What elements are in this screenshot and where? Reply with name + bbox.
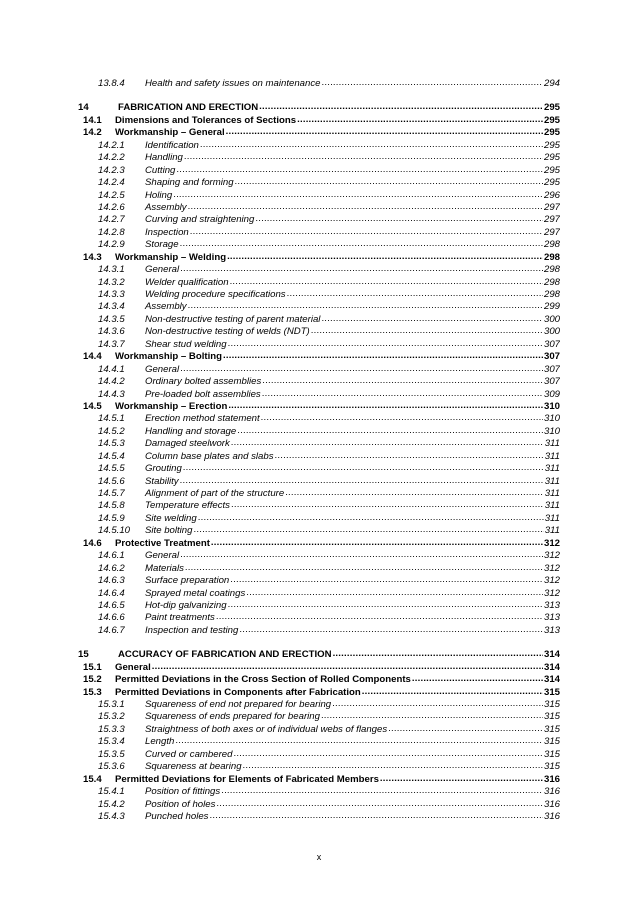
dot-leader [285, 488, 544, 499]
dot-leader [362, 687, 543, 698]
dot-leader [321, 711, 543, 722]
toc-entry-14-6-5[interactable] [78, 600, 560, 612]
dot-leader [211, 538, 543, 549]
dot-leader [233, 749, 543, 760]
toc-entry-title: Dimensions and Tolerances of Sections [115, 114, 297, 126]
toc-entry-number: 14.3 [83, 251, 102, 263]
dot-leader [311, 326, 543, 337]
dot-leader [237, 426, 543, 437]
toc-entry-title: Damaged steelwork [145, 438, 230, 450]
toc-entry-title: Sprayed metal coatings [145, 587, 246, 599]
toc-entry-14-5-1[interactable] [78, 413, 560, 425]
toc-entry-number: 14.5.7 [98, 488, 125, 499]
dot-leader [173, 190, 543, 201]
dot-leader [209, 811, 543, 822]
toc-entry-number: 14.3.6 [98, 326, 125, 338]
dot-leader [287, 289, 543, 300]
toc-entry-14-2-1[interactable] [78, 140, 560, 152]
toc-entry-15-3[interactable] [78, 687, 560, 699]
toc-entry-title: Assembly [145, 301, 187, 313]
table-of-contents [78, 78, 560, 823]
toc-entry-title: Identification [145, 139, 199, 151]
toc-entry-page: 316 [543, 773, 560, 785]
toc-entry-page: 312 [543, 575, 560, 587]
toc-entry-number: 14.3.5 [98, 313, 125, 325]
dot-leader [188, 202, 543, 213]
toc-entry-14-5-10[interactable] [78, 525, 560, 537]
dot-leader [231, 438, 544, 449]
toc-entry-14-6-2[interactable] [78, 563, 560, 575]
toc-entry-14-3-7[interactable] [78, 339, 560, 351]
toc-entry-page: 316 [543, 786, 560, 798]
toc-entry-title: Site bolting [145, 525, 193, 537]
toc-entry-title: Temperature effects [145, 500, 230, 512]
toc-entry-15-3-2[interactable] [78, 711, 560, 723]
dot-leader [228, 401, 543, 412]
toc-entry-number: 14.5.2 [98, 425, 125, 437]
dot-leader [190, 227, 543, 238]
dot-leader [198, 513, 544, 524]
toc-entry-page: 311 [544, 463, 560, 475]
toc-entry-14-2-6[interactable] [78, 202, 560, 214]
toc-entry-page: 295 [543, 114, 560, 126]
toc-entry-title: Permitted Deviations in Components after Fabrication [115, 686, 361, 698]
toc-entry-number: 14.6.4 [98, 587, 125, 599]
toc-entry-number: 15.4.2 [98, 798, 125, 810]
dot-leader [175, 736, 543, 747]
toc-entry-title: Grouting [145, 463, 182, 475]
dot-leader [230, 277, 543, 288]
toc-entry-14-6-4[interactable] [78, 588, 560, 600]
toc-entry-page: 313 [543, 624, 560, 636]
toc-entry-page: 298 [543, 239, 560, 251]
toc-entry-14-5-8[interactable] [78, 500, 560, 512]
toc-entry-page: 313 [543, 599, 560, 611]
toc-entry-page: 315 [543, 761, 560, 773]
dot-leader [223, 351, 543, 362]
toc-entry-15-4[interactable] [78, 774, 560, 786]
toc-entry-page: 307 [543, 376, 560, 388]
dot-leader [180, 364, 543, 375]
toc-entry-number: 15.3.1 [98, 699, 125, 710]
dot-leader [180, 264, 543, 275]
toc-entry-title: Handling and storage [145, 425, 237, 437]
toc-entry-page: 314 [543, 661, 560, 673]
toc-entry-number: 15.3 [83, 686, 102, 698]
toc-entry-14-2-7[interactable] [78, 214, 560, 226]
toc-entry-page: 315 [543, 736, 560, 748]
toc-entry-title: Position of holes [145, 798, 216, 810]
toc-entry-14-5-7[interactable] [78, 488, 560, 500]
toc-entry-page: 307 [543, 363, 560, 375]
toc-entry-15-3-4[interactable] [78, 736, 560, 748]
dot-leader [380, 774, 543, 785]
toc-entry-number: 13.8.4 [98, 78, 125, 89]
toc-entry-title: Ordinary bolted assemblies [145, 376, 262, 388]
page-number: x [316, 852, 322, 862]
toc-entry-14-5-6[interactable] [78, 476, 560, 488]
dot-leader [412, 674, 543, 685]
toc-entry-number: 14.2.3 [98, 164, 125, 176]
toc-entry-page: 311 [544, 488, 560, 499]
toc-entry-page: 310 [543, 425, 560, 437]
toc-entry-page: 314 [543, 649, 560, 661]
toc-entry-title: Storage [145, 239, 179, 251]
toc-entry-15-1[interactable] [78, 662, 560, 674]
toc-entry-title: Curving and straightening [145, 214, 255, 226]
toc-entry-page: 295 [543, 102, 560, 114]
toc-entry-number: 14.5 [83, 400, 102, 412]
toc-entry-page: 294 [543, 78, 560, 89]
toc-entry-14-2-9[interactable] [78, 239, 560, 251]
toc-entry-15-3-1[interactable] [78, 699, 560, 711]
toc-entry-title: Non-destructive testing of welds (NDT) [145, 326, 310, 338]
toc-entry-number: 15.2 [83, 674, 102, 686]
toc-entry-number: 14.5.9 [98, 512, 125, 524]
dot-leader [332, 699, 543, 710]
toc-entry-title: Holing [145, 189, 173, 201]
dot-leader [230, 575, 543, 586]
toc-entry-title: Non-destructive testing of parent material [145, 313, 321, 325]
toc-entry-15-3-6[interactable] [78, 761, 560, 773]
toc-entry-page: 310 [543, 413, 560, 425]
dot-leader [333, 649, 543, 660]
toc-entry-number: 15.3.6 [98, 761, 125, 773]
toc-entry-14-5-9[interactable] [78, 513, 560, 525]
toc-entry-title: Handling [145, 152, 183, 164]
toc-entry-number: 14.6.1 [98, 550, 125, 562]
toc-entry-number: 14.3.2 [98, 276, 125, 288]
dot-leader [259, 102, 543, 113]
toc-entry-page: 311 [544, 512, 560, 524]
toc-entry-title: Curved or cambered [145, 748, 233, 760]
toc-entry-14-3-6[interactable] [78, 326, 560, 338]
toc-entry-14-5-3[interactable] [78, 438, 560, 450]
toc-entry-14-6-1[interactable] [78, 550, 560, 562]
dot-leader [185, 563, 543, 574]
toc-entry-title: Workmanship – General [115, 127, 225, 139]
dot-leader [231, 500, 544, 511]
toc-entry-page: 295 [543, 177, 560, 189]
toc-entry-14-3-3[interactable] [78, 289, 560, 301]
toc-entry-number: 14.3.3 [98, 289, 125, 300]
toc-entry-title: Punched holes [145, 810, 209, 822]
dot-leader [275, 451, 544, 462]
toc-entry-page: 295 [543, 152, 560, 164]
toc-entry-number: 14.4.1 [98, 363, 125, 375]
toc-entry-number: 14.2.1 [98, 139, 125, 151]
toc-entry-page: 311 [544, 438, 560, 450]
toc-entry-number: 14.1 [83, 114, 102, 126]
toc-entry-number: 14.2.6 [98, 201, 125, 213]
dot-leader [228, 339, 543, 350]
toc-entry-title: General [145, 550, 180, 562]
toc-entry-14-4[interactable] [78, 351, 560, 363]
toc-entry-number: 14.5.6 [98, 475, 125, 487]
toc-entry-title: Squareness at bearing [145, 761, 242, 773]
toc-entry-page: 299 [543, 301, 560, 313]
toc-entry-number: 14.5.5 [98, 463, 125, 475]
toc-entry-14[interactable] [78, 102, 560, 114]
toc-entry-15-3-3[interactable] [78, 724, 560, 736]
toc-entry-page: 315 [543, 686, 560, 698]
toc-entry-number: 15.4.3 [98, 810, 125, 822]
toc-entry-14-3[interactable] [78, 252, 560, 264]
toc-entry-title: Protective Treatment [115, 537, 210, 549]
toc-entry-14-3-5[interactable] [78, 314, 560, 326]
toc-entry-page: 311 [544, 525, 560, 537]
toc-entry-14-2-3[interactable] [78, 165, 560, 177]
toc-entry-number: 15.3.4 [98, 736, 125, 748]
toc-entry-15-2[interactable] [78, 674, 560, 686]
dot-leader [388, 724, 543, 735]
toc-entry-title: Site welding [145, 512, 197, 524]
toc-entry-number: 14.6.3 [98, 575, 125, 587]
toc-entry-page: 298 [543, 289, 560, 300]
toc-entry-number: 15.4.1 [98, 786, 125, 798]
toc-entry-title: General [145, 264, 180, 276]
toc-entry-number: 14.2.4 [98, 177, 125, 189]
toc-entry-title: General [115, 661, 151, 673]
toc-entry-number: 14.2.9 [98, 239, 125, 251]
dot-leader [216, 799, 543, 810]
toc-entry-title: Pre-loaded bolt assemblies [145, 388, 261, 400]
toc-entry-15-3-5[interactable] [78, 749, 560, 761]
toc-entry-title: Length [145, 736, 175, 748]
toc-entry-title: Inspection and testing [145, 624, 239, 636]
toc-entry-number: 14.6.2 [98, 562, 125, 574]
dot-leader [243, 761, 543, 772]
toc-entry-title: Straightness of both axes or of individual webs of flanges [145, 723, 388, 735]
toc-entry-title: Surface preparation [145, 575, 230, 587]
toc-entry-number: 14.4 [83, 351, 102, 363]
toc-entry-number: 14.2.5 [98, 189, 125, 201]
toc-entry-14-6[interactable] [78, 538, 560, 550]
toc-entry-page: 297 [543, 214, 560, 226]
toc-entry-number: 14.2.8 [98, 226, 125, 238]
toc-entry-page: 315 [543, 748, 560, 760]
dot-leader [184, 152, 543, 163]
toc-entry-title: Health and safety issues on maintenance [145, 78, 321, 89]
dot-leader [261, 413, 543, 424]
dot-leader [193, 525, 543, 536]
toc-entry-page: 315 [543, 699, 560, 710]
toc-entry-page: 309 [543, 388, 560, 400]
toc-entry-page: 312 [543, 587, 560, 599]
toc-entry-number: 15.3.2 [98, 711, 125, 723]
toc-entry-14-4-3[interactable] [78, 389, 560, 401]
toc-entry-title: ACCURACY OF FABRICATION AND ERECTION [118, 649, 332, 661]
toc-entry-number: 14.6 [83, 537, 102, 549]
toc-entry-page: 307 [543, 351, 560, 363]
toc-entry-title: Shear stud welding [145, 338, 227, 350]
toc-entry-15-4-3[interactable] [78, 811, 560, 823]
toc-entry-15-4-1[interactable] [78, 786, 560, 798]
toc-entry-page: 314 [543, 674, 560, 686]
toc-entry-title: Hot-dip galvanizing [145, 599, 227, 611]
toc-entry-13-8-4[interactable] [78, 78, 560, 90]
toc-entry-title: Paint treatments [145, 612, 215, 624]
toc-entry-title: Stability [145, 475, 179, 487]
dot-leader [321, 314, 543, 325]
toc-entry-number: 14.3.7 [98, 338, 125, 350]
toc-entry-title: General [145, 363, 180, 375]
toc-entry-page: 300 [543, 313, 560, 325]
toc-entry-page: 295 [543, 164, 560, 176]
toc-entry-number: 14.6.7 [98, 624, 125, 636]
toc-entry-page: 295 [543, 127, 560, 139]
toc-entry-title: Inspection [145, 226, 189, 238]
toc-entry-14-2-4[interactable] [78, 177, 560, 189]
toc-entry-page: 298 [543, 251, 560, 263]
toc-entry-14-5-4[interactable] [78, 451, 560, 463]
dot-leader [228, 600, 543, 611]
toc-entry-title: Materials [145, 562, 184, 574]
dot-leader [297, 115, 543, 126]
toc-entry-14-6-6[interactable] [78, 612, 560, 624]
toc-entry-number: 14.4.2 [98, 376, 125, 388]
toc-entry-page: 312 [543, 537, 560, 549]
toc-entry-14-2-8[interactable] [78, 227, 560, 239]
toc-entry-14-3-1[interactable] [78, 264, 560, 276]
toc-entry-number: 14.2.7 [98, 214, 125, 226]
toc-entry-title: Welding procedure specifications [145, 289, 286, 300]
toc-entry-number: 14.4.3 [98, 388, 125, 400]
toc-entry-14-3-4[interactable] [78, 301, 560, 313]
toc-entry-number: 14.5.1 [98, 413, 125, 425]
dot-leader [221, 786, 543, 797]
toc-entry-title: Cutting [145, 164, 176, 176]
toc-entry-14-2[interactable] [78, 127, 560, 139]
toc-entry-number: 14.3.1 [98, 264, 125, 276]
toc-entry-number: 14.6.6 [98, 612, 125, 624]
toc-entry-number: 14.6.5 [98, 599, 125, 611]
dot-leader [227, 252, 543, 263]
toc-entry-number: 14.2 [83, 127, 102, 139]
toc-entry-title: Alignment of part of the structure [145, 488, 285, 499]
toc-entry-number: 15 [78, 649, 89, 661]
toc-entry-page: 311 [544, 500, 560, 512]
dot-leader [188, 301, 543, 312]
dot-leader [180, 239, 543, 250]
toc-entry-14-6-3[interactable] [78, 575, 560, 587]
toc-entry-title: Erection method statement [145, 413, 260, 425]
toc-entry-title: Workmanship – Bolting [115, 351, 222, 363]
dot-leader [180, 476, 544, 487]
toc-entry-page: 315 [543, 711, 560, 723]
dot-leader [246, 588, 543, 599]
dot-leader [321, 78, 543, 89]
toc-entry-15-4-2[interactable] [78, 799, 560, 811]
toc-entry-number: 14.5.4 [98, 450, 125, 462]
toc-entry-14-2-5[interactable] [78, 190, 560, 202]
toc-entry-page: 316 [543, 798, 560, 810]
toc-entry-page: 315 [543, 723, 560, 735]
dot-leader [235, 177, 543, 188]
toc-entry-page: 307 [543, 338, 560, 350]
dot-leader [239, 625, 543, 636]
toc-entry-title: Shaping and forming [145, 177, 234, 189]
dot-leader [262, 376, 543, 387]
dot-leader [262, 389, 543, 400]
toc-entry-number: 15.3.5 [98, 748, 125, 760]
toc-entry-page: 298 [543, 264, 560, 276]
toc-entry-title: Welder qualification [145, 276, 229, 288]
toc-entry-page: 298 [543, 276, 560, 288]
toc-entry-page: 300 [543, 326, 560, 338]
toc-entry-title: Workmanship – Welding [115, 251, 227, 263]
toc-entry-number: 14.2.2 [98, 152, 125, 164]
toc-entry-number: 14.3.4 [98, 301, 125, 313]
toc-entry-14-3-2[interactable] [78, 277, 560, 289]
toc-entry-page: 297 [543, 201, 560, 213]
toc-entry-title: Squareness of ends prepared for bearing [145, 711, 320, 723]
toc-entry-number: 14.5.3 [98, 438, 125, 450]
toc-entry-title: Permitted Deviations in the Cross Section of Rolled Components [115, 674, 411, 686]
dot-leader [183, 463, 544, 474]
toc-entry-title: Assembly [145, 201, 187, 213]
dot-leader [180, 550, 543, 561]
toc-entry-number: 14.5.8 [98, 500, 125, 512]
toc-entry-page: 295 [543, 139, 560, 151]
dot-leader [152, 662, 543, 673]
toc-entry-14-5-2[interactable] [78, 426, 560, 438]
dot-leader [176, 165, 543, 176]
toc-entry-page: 297 [543, 226, 560, 238]
toc-entry-14-2-2[interactable] [78, 152, 560, 164]
dot-leader [255, 214, 543, 225]
toc-entry-14-4-1[interactable] [78, 364, 560, 376]
toc-entry-14-5[interactable] [78, 401, 560, 413]
toc-entry-page: 311 [544, 450, 560, 462]
toc-entry-14-1[interactable] [78, 115, 560, 127]
toc-entry-page: 312 [543, 562, 560, 574]
toc-entry-15[interactable] [78, 649, 560, 661]
toc-entry-14-5-5[interactable] [78, 463, 560, 475]
toc-entry-number: 15.4 [83, 773, 102, 785]
toc-entry-number: 14 [78, 102, 89, 114]
toc-entry-title: Position of fittings [145, 786, 221, 798]
toc-entry-page: 313 [543, 612, 560, 624]
dot-leader [226, 127, 543, 138]
toc-entry-number: 15.1 [83, 661, 102, 673]
toc-entry-page: 311 [544, 475, 560, 487]
toc-entry-page: 312 [543, 550, 560, 562]
toc-entry-title: FABRICATION AND ERECTION [118, 102, 259, 114]
toc-entry-title: Column base plates and slabs [145, 450, 274, 462]
toc-entry-page: 296 [543, 189, 560, 201]
toc-entry-page: 310 [543, 400, 560, 412]
toc-entry-number: 15.3.3 [98, 723, 125, 735]
toc-entry-14-4-2[interactable] [78, 376, 560, 388]
toc-entry-title: Permitted Deviations for Elements of Fabricated Members [115, 773, 379, 785]
toc-entry-14-6-7[interactable] [78, 625, 560, 637]
dot-leader [200, 140, 543, 151]
dot-leader [216, 612, 543, 623]
toc-entry-number: 14.5.10 [98, 525, 131, 537]
toc-entry-page: 316 [543, 810, 560, 822]
toc-entry-title: Squareness of end not prepared for bearing [145, 699, 332, 710]
toc-entry-title: Workmanship – Erection [115, 400, 228, 412]
